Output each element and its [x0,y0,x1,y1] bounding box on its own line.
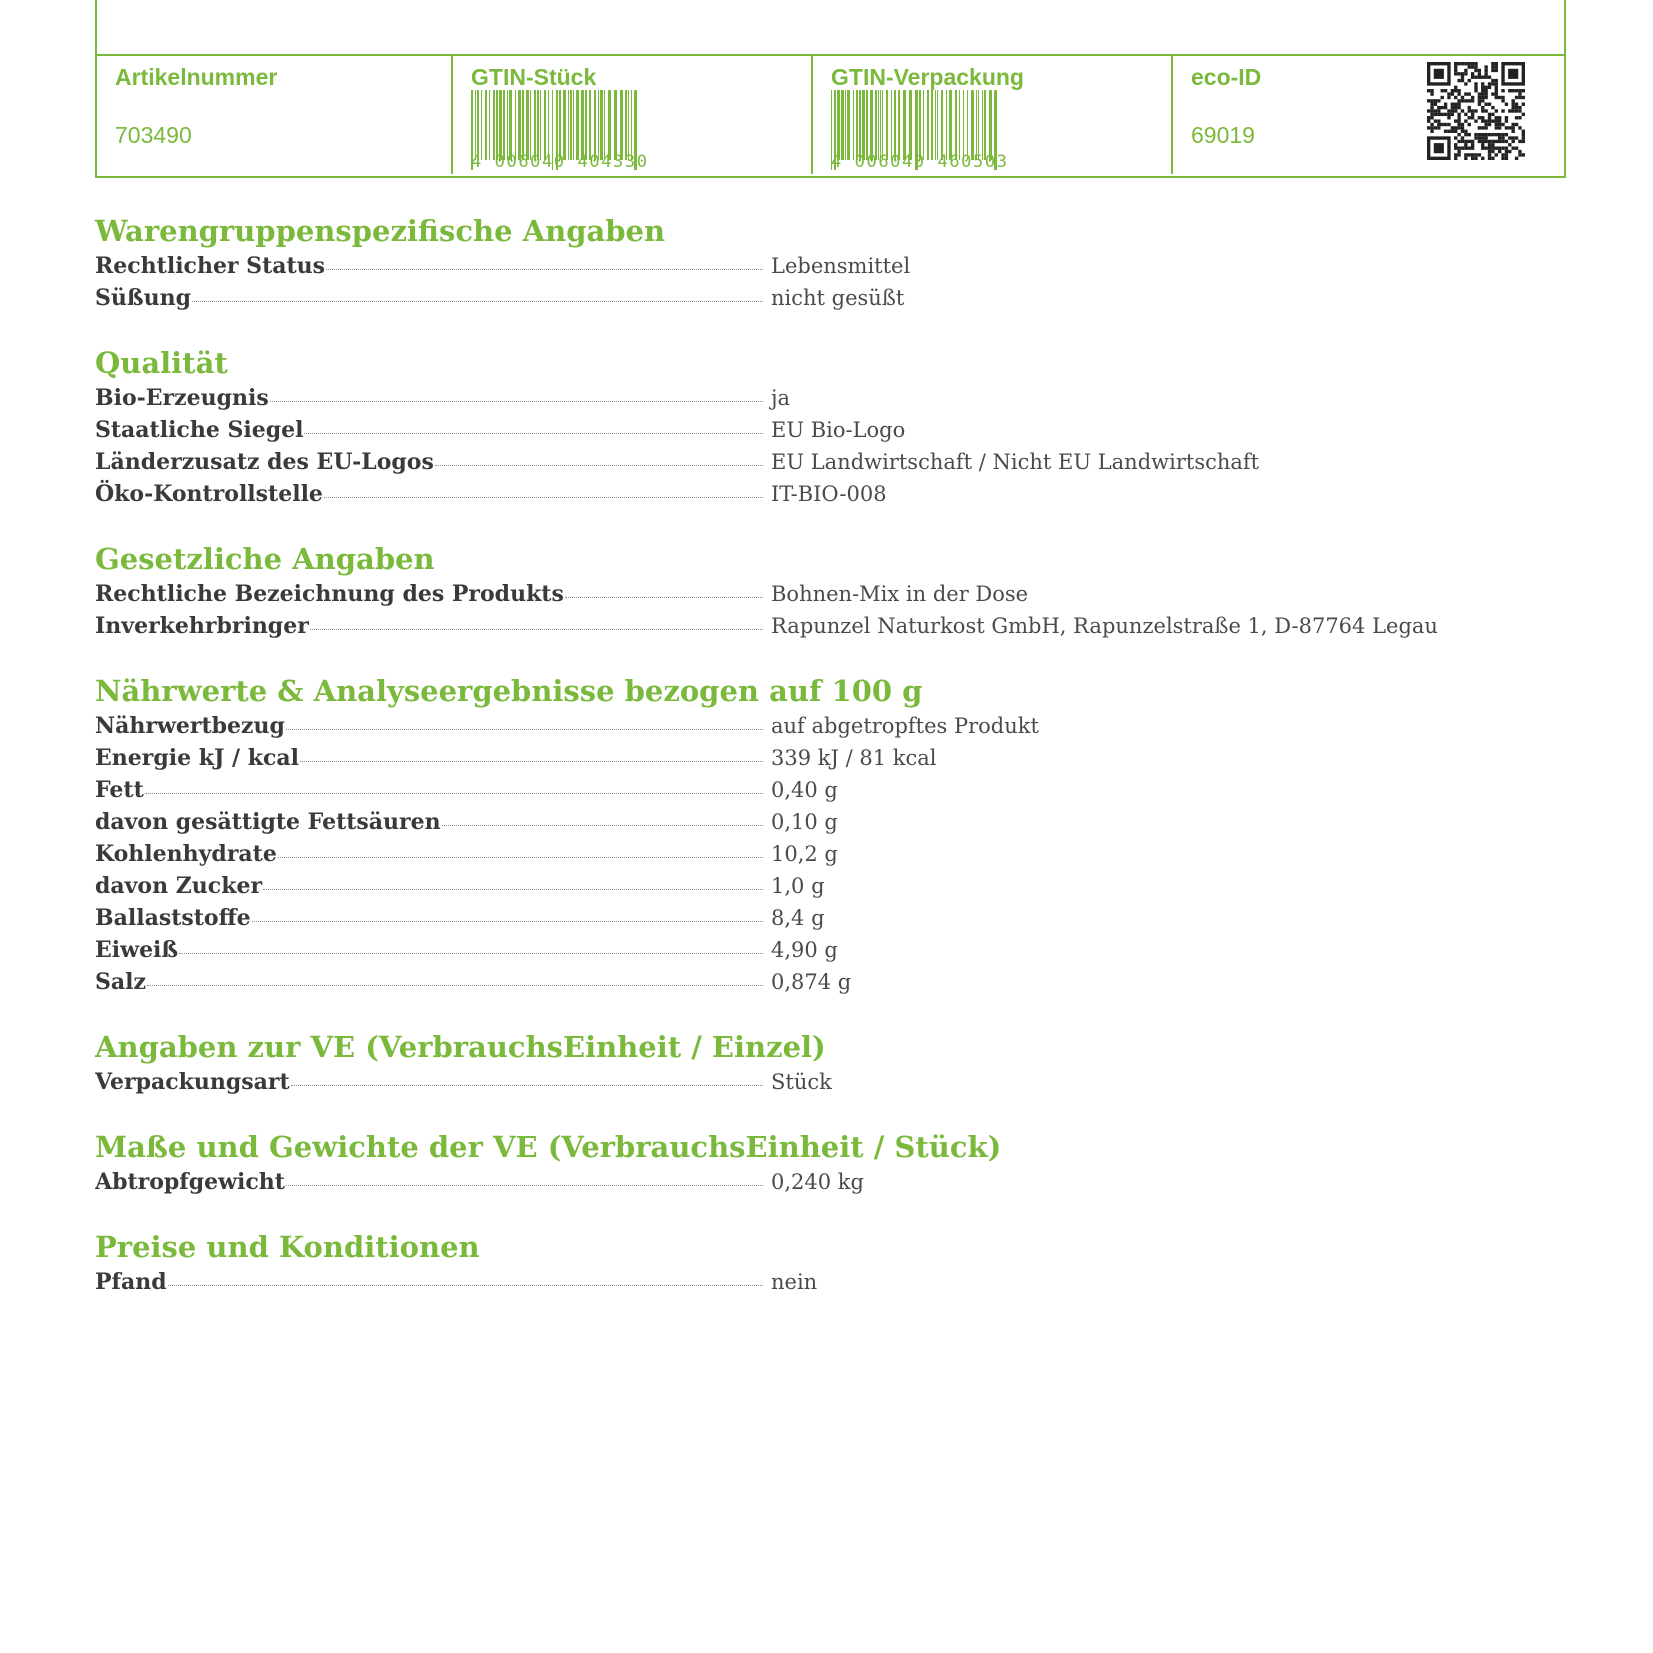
spec-value: EU Bio-Logo [771,418,906,442]
spec-label: Energie kJ / kcal [95,745,300,771]
artikelnummer-value: 703490 [115,122,192,148]
dot-leader [435,465,763,466]
spec-value: 8,4 g [771,906,825,930]
dot-leader [286,729,763,730]
spec-label-wrap [95,478,763,510]
gtin-stueck-digits: 4 006040 404330 [471,152,649,172]
spec-value: ja [771,386,791,410]
dot-leader [304,433,763,434]
eco-id-value: 69019 [1191,122,1255,148]
gtin-verpackung-cell [813,56,1171,176]
section-title: Nährwerte & Analyseergebnisse bezogen auf 100 g [95,674,923,708]
eco-id-label: eco-ID [1191,64,1262,90]
spec-value: 1,0 g [771,874,825,898]
spec-label-wrap [95,414,763,446]
spec-label-wrap [95,902,763,934]
spec-row [95,578,1495,610]
spec-label: Abtropfgewicht [95,1169,285,1195]
spec-label-wrap [95,446,763,478]
gtin-verpackung-label: GTIN-Verpackung [831,64,1024,90]
qr-code-icon [1427,62,1525,160]
dot-leader [270,401,763,402]
spec-label-wrap [95,966,763,998]
spec-value: Bohnen-Mix in der Dose [771,582,1029,606]
artikelnummer-label: Artikelnummer [115,64,278,90]
spec-label: davon gesättigte Fettsäuren [95,809,441,835]
spec-value: Lebensmittel [771,254,911,278]
spec-value: 10,2 g [771,842,838,866]
spec-label: Süßung [95,285,191,311]
spec-label: Salz [95,969,146,995]
gtin-verpackung-digits: 4 006040 460503 [831,152,1009,172]
spec-section [95,1128,1495,1198]
spec-value: IT-BIO-008 [771,482,887,506]
gtin-stueck-label: GTIN-Stück [471,64,597,90]
gtin-stueck-cell [453,56,811,176]
spec-value: 339 kJ / 81 kcal [771,746,937,770]
spec-value: EU Landwirtschaft / Nicht EU Landwirtschaft [771,450,1260,474]
section-title: Warengruppenspezifische Angaben [95,214,666,248]
spec-row [95,838,1495,870]
spec-row [95,1066,1495,1098]
spec-section [95,672,1495,998]
spec-label: Kohlenhydrate [95,841,277,867]
dot-leader [291,1085,763,1086]
spec-label-wrap [95,578,763,610]
dot-leader [168,1285,763,1286]
dot-leader [326,269,763,270]
dot-leader [179,953,763,954]
dot-leader [310,629,763,630]
gtin-verpackung-barcode [831,90,1009,172]
spec-row [95,446,1495,478]
spec-label: Staatliche Siegel [95,417,304,443]
artikelnummer-cell [97,56,451,176]
dot-leader [252,921,763,922]
spec-value: 4,90 g [771,938,838,962]
spec-label: Rechtliche Bezeichnung des Produkts [95,581,564,607]
spec-label-wrap [95,710,763,742]
spec-label-wrap [95,774,763,806]
spec-value: Rapunzel Naturkost GmbH, Rapunzelstraße 1, D-87764 Legau [771,614,1438,638]
spec-value: 0,240 kg [771,1170,864,1194]
dot-leader [300,761,763,762]
dot-leader [278,857,763,858]
section-title: Preise und Konditionen [95,1230,480,1264]
spec-row [95,774,1495,806]
spec-row [95,250,1495,282]
spec-value: 0,10 g [771,810,838,834]
spec-label-wrap [95,1166,763,1198]
spec-section [95,212,1495,314]
spec-label-wrap [95,838,763,870]
spec-row [95,934,1495,966]
spec-label: Pfand [95,1269,167,1295]
spec-label-wrap [95,282,763,314]
spec-row [95,1166,1495,1198]
spec-row [95,710,1495,742]
spec-label: Inverkehrbringer [95,613,309,639]
spec-row [95,382,1495,414]
spec-label: Nährwertbezug [95,713,285,739]
spec-label: Öko-Kontrollstelle [95,481,323,507]
spec-row [95,870,1495,902]
spec-label-wrap [95,742,763,774]
spec-value: nein [771,1270,818,1294]
dot-leader [442,825,763,826]
dot-leader [324,497,763,498]
product-header-box [95,0,1566,178]
spec-row [95,806,1495,838]
spec-label: Ballaststoffe [95,905,251,931]
spec-label-wrap [95,250,763,282]
dot-leader [145,793,763,794]
product-spec-sheet [95,212,1495,1328]
section-title: Qualität [95,346,228,380]
spec-row [95,282,1495,314]
section-title: Angaben zur VE (VerbrauchsEinheit / Einzel) [95,1030,826,1064]
spec-value: Stück [771,1070,832,1094]
spec-value: nicht gesüßt [771,286,905,310]
spec-row [95,610,1495,642]
spec-value: 0,40 g [771,778,838,802]
dot-leader [147,985,763,986]
spec-value: auf abgetropftes Produkt [771,714,1039,738]
dot-leader [263,889,763,890]
dot-leader [286,1185,763,1186]
section-title: Maße und Gewichte der VE (VerbrauchsEinheit / Stück) [95,1130,1002,1164]
spec-row [95,1266,1495,1298]
spec-label: Rechtlicher Status [95,253,326,279]
dot-leader [192,301,763,302]
spec-value: 0,874 g [771,970,852,994]
spec-label-wrap [95,934,763,966]
spec-label-wrap [95,1266,763,1298]
spec-row [95,742,1495,774]
spec-row [95,966,1495,998]
spec-section [95,1028,1495,1098]
spec-label: Verpackungsart [95,1069,290,1095]
spec-row [95,478,1495,510]
spec-label-wrap [95,806,763,838]
spec-label-wrap [95,1066,763,1098]
spec-label-wrap [95,382,763,414]
spec-section [95,344,1495,510]
spec-label: Länderzusatz des EU-Logos [95,449,434,475]
spec-label-wrap [95,870,763,902]
spec-label: Bio-Erzeugnis [95,385,269,411]
spec-section [95,1228,1495,1298]
spec-label-wrap [95,610,763,642]
dot-leader [565,597,763,598]
section-title: Gesetzliche Angaben [95,542,435,576]
spec-row [95,414,1495,446]
spec-label: Eiweiß [95,937,179,963]
spec-row [95,902,1495,934]
spec-section [95,540,1495,642]
gtin-stueck-barcode [471,90,649,172]
spec-label: davon Zucker [95,873,263,899]
spec-label: Fett [95,777,144,803]
